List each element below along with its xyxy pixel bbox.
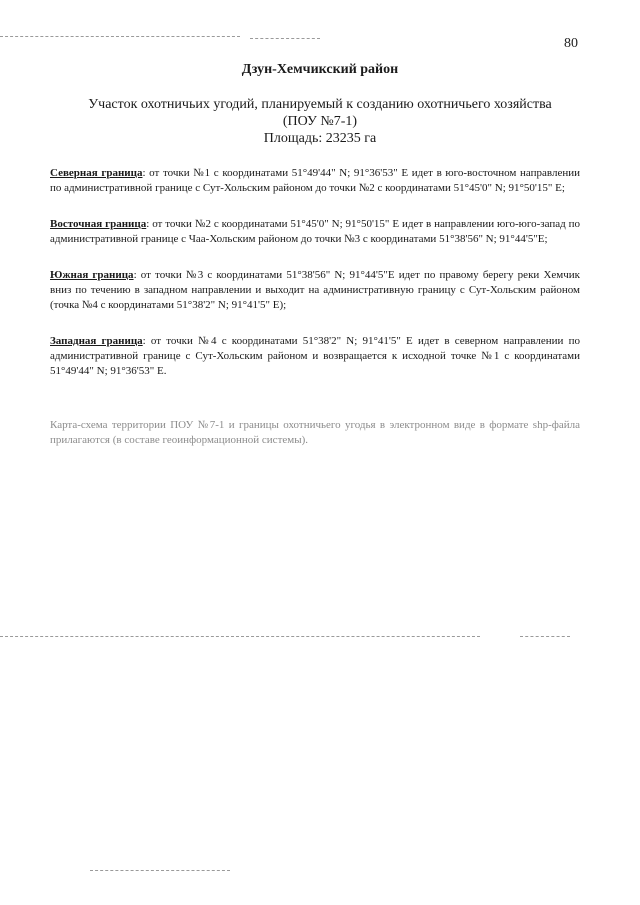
north-boundary-text: : от точки №1 с координатами 51°49'44" N; 91°36'53" E идет в юго-восточном направлении по административной границе с Сут-Хольским районом до точки №2 с координатами 51°45'0" N; 91°50'15" E; bbox=[50, 167, 580, 194]
scan-artifact-top-left bbox=[0, 36, 240, 37]
west-boundary-text: : от точки №4 с координатами 51°38'2" N; 91°41'5" E идет в северном направлении по административной границе с Сут-Хольским районом и возвращается к исходной точке №1 с координатами 51°49'44" N; 91°36'53" E. bbox=[50, 335, 580, 377]
plot-area: Площадь: 23235 га bbox=[263, 131, 377, 146]
east-boundary-label: Восточная граница bbox=[50, 218, 147, 230]
east-boundary bbox=[50, 217, 580, 247]
east-boundary-text: : от точки №2 с координатами 51°45'0" N; 91°50'15" E идет в направлении юго-юго-запад по административной границе с Чаа-Хольским районом до точки №3 с координатами 51°38'56" N; 91°44'5"E; bbox=[50, 218, 581, 245]
south-boundary-label: Южная граница bbox=[50, 269, 134, 281]
district-title: Дзун-Хемчикский район bbox=[241, 62, 399, 77]
south-boundary-text: : от точки №3 с координатами 51°38'56" N; 91°44'5"E идет по правому берегу реки Хемчик вниз по течению в западном направлении и выходит на административную границу с Сут-Хольским районом (точка №4 с координатами 51°38'2" N; 91°41'5" E); bbox=[50, 269, 580, 311]
west-boundary-label: Западная граница bbox=[50, 335, 143, 347]
scan-artifact-bottom bbox=[90, 870, 230, 871]
north-boundary bbox=[50, 166, 580, 196]
plot-code: (ПОУ №7-1) bbox=[282, 114, 358, 129]
scan-artifact-middle bbox=[0, 636, 480, 637]
plot-description: Участок охотничьих угодий, планируемый к созданию охотничьего хозяйства bbox=[88, 97, 552, 112]
scan-artifact-middle-right bbox=[520, 636, 570, 637]
scan-artifact-top-mid bbox=[250, 38, 320, 39]
boundaries-section bbox=[50, 166, 580, 400]
south-boundary bbox=[50, 268, 580, 313]
north-boundary-label: Северная граница bbox=[50, 167, 143, 179]
page-number: 80 bbox=[564, 36, 578, 51]
map-attachment-note: Карта-схема территории ПОУ №7-1 и границы охотничьего угодья в электронном виде в формате shp-файла прилагаются (в составе геоинформационной системы). bbox=[50, 419, 580, 446]
plot-header bbox=[60, 96, 580, 147]
west-boundary bbox=[50, 334, 580, 379]
